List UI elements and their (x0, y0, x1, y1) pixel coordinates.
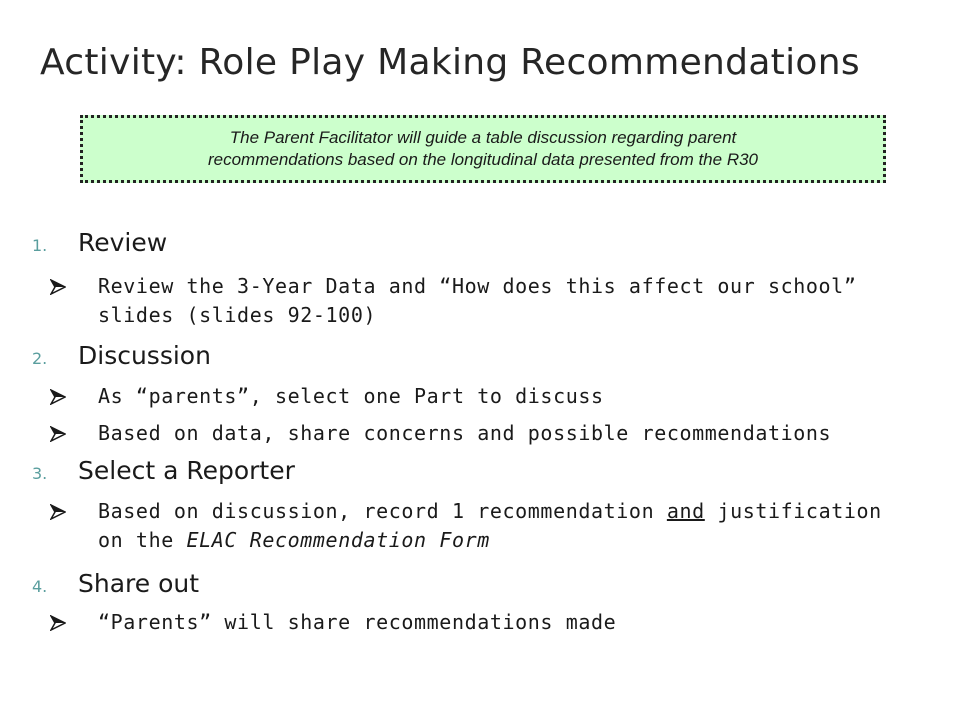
step-review-item (50, 272, 856, 330)
item-text: on the (98, 528, 187, 552)
step-share-out-item (50, 608, 616, 637)
step-review (32, 228, 167, 257)
item-line: Review the 3-Year Data and “How does this affect our school” (98, 274, 857, 298)
item-line: slides (slides 92-100) (98, 303, 377, 327)
step-label: Share out (78, 569, 200, 598)
item-line: Based on data, share concerns and possible recommendations (98, 421, 832, 445)
item-line: As “parents”, select one Part to discuss (98, 384, 604, 408)
callout-line-1: The Parent Facilitator will guide a table discussion regarding parent (229, 128, 737, 147)
step-number: 3. (32, 464, 48, 483)
arrow-bullet-icon (50, 608, 98, 637)
callout-line-2: recommendations based on the longitudinal data presented from the R30 (207, 150, 759, 169)
step-share-out (32, 569, 199, 598)
step-number: 1. (32, 236, 48, 255)
step-discussion (32, 341, 211, 370)
step-number: 2. (32, 349, 48, 368)
item-text: Based on discussion, record 1 recommendation (98, 499, 667, 523)
slide-title: Activity: Role Play Making Recommendations (40, 42, 860, 83)
arrow-bullet-icon (50, 497, 98, 526)
facilitator-callout (80, 115, 886, 183)
step-select-reporter-item (50, 497, 882, 555)
item-text: justification (704, 499, 882, 523)
item-line (98, 526, 882, 555)
step-label: Review (78, 228, 168, 257)
step-number: 4. (32, 577, 48, 596)
arrow-bullet-icon (50, 382, 98, 411)
item-line: “Parents” will share recommendations made (98, 610, 617, 634)
underlined-word: and (666, 499, 705, 523)
step-discussion-item (50, 419, 831, 448)
step-label: Select a Reporter (78, 456, 295, 485)
arrow-bullet-icon (50, 272, 98, 301)
step-discussion-item (50, 382, 604, 411)
step-label: Discussion (78, 341, 211, 370)
arrow-bullet-icon (50, 419, 98, 448)
step-select-reporter (32, 456, 295, 485)
form-name: ELAC Recommendation Form (186, 528, 490, 552)
item-line (98, 497, 882, 526)
